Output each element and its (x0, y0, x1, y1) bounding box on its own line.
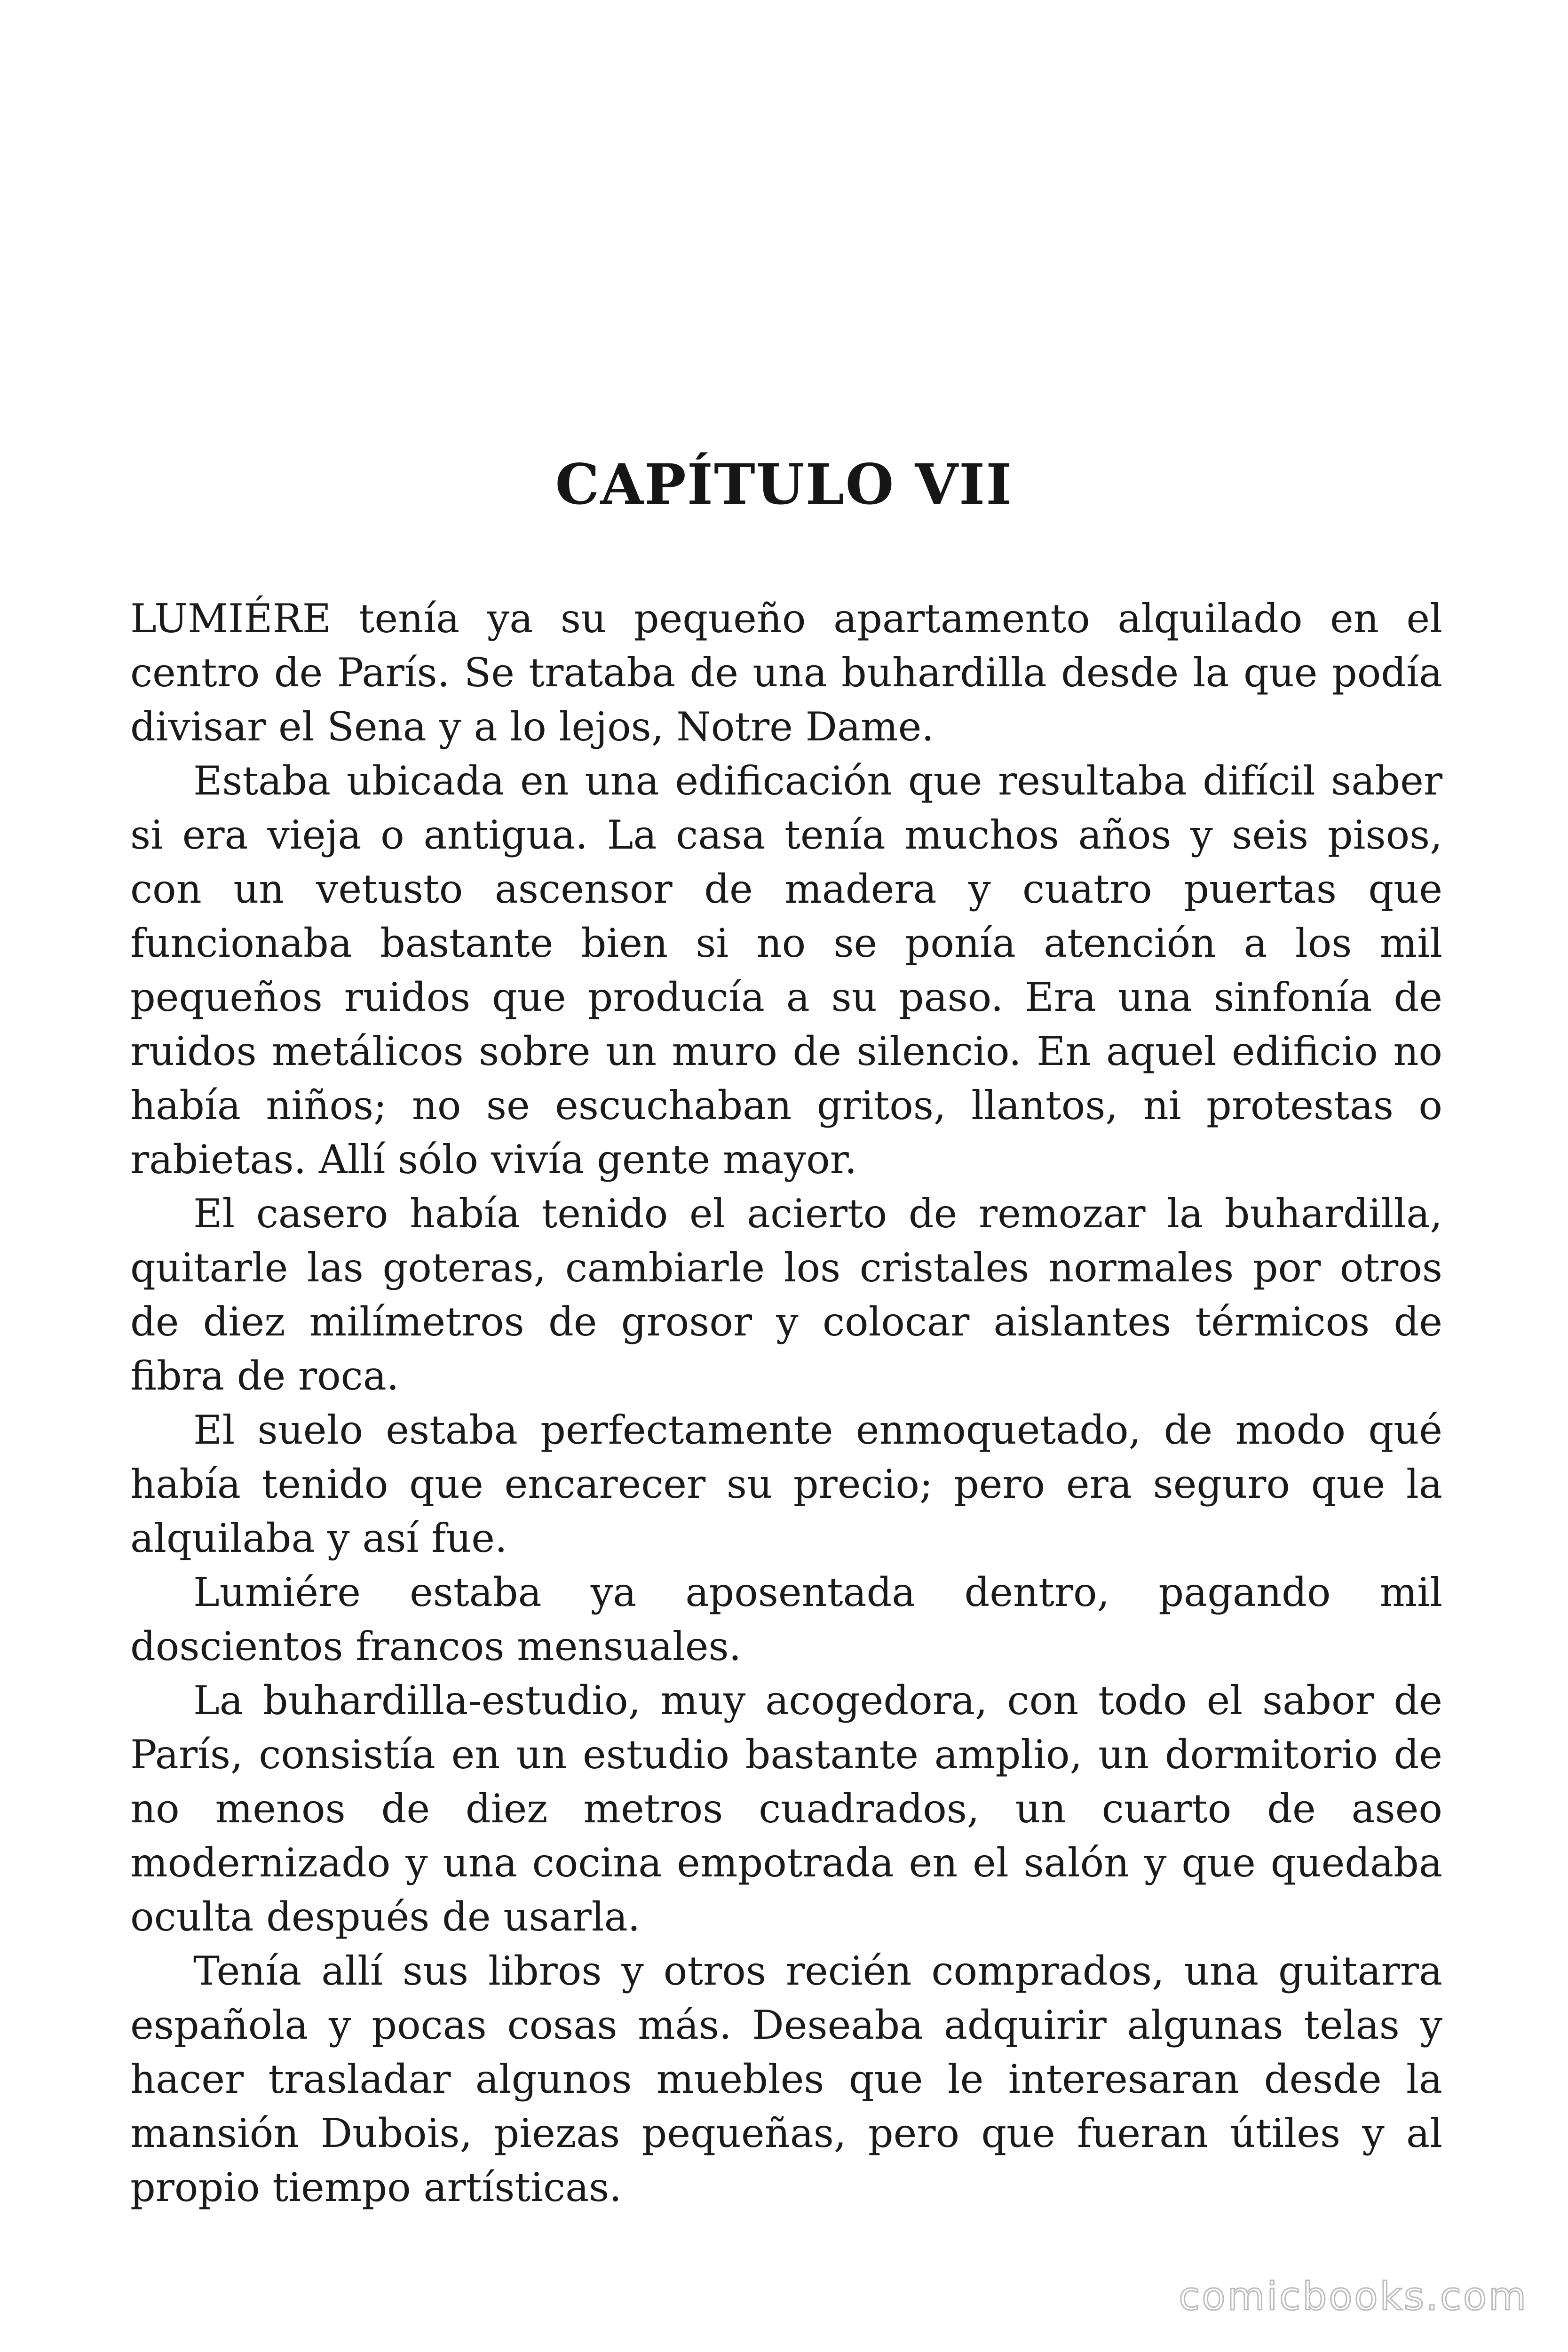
paragraph-3: El casero había tenido el acierto de remozar la buhardilla, quitarle las goteras, cambiarle los cristales normales por otros de diez milímetros de grosor y colocar aislantes térmicos de fibra de roca. (130, 1191, 1442, 1399)
paragraph-2: Estaba ubicada en una edificación que resultaba difícil saber si era vieja o antigua. La casa tenía muchos años y seis pisos, con un vetusto ascensor de madera y cuatro puertas que funcionaba bastante bien si no se ponía atención a los mil pequeños ruidos que producía a su paso. Era una sinfonía de ruidos metálicos sobre un muro de silencio. En aquel edificio no había niños; no se escuchaban gritos, llantos, ni protestas o rabietas. Allí sólo vivía gente mayor. (130, 758, 1442, 1183)
paragraph-4: El suelo estaba perfectamente enmoquetado, de modo qué había tenido que encarecer su precio; pero era seguro que la alquilaba y así fue. (130, 1407, 1442, 1561)
paragraph-5: Lumiére estaba ya aposentada dentro, pagando mil doscientos francos mensuales. (130, 1569, 1442, 1669)
chapter-title: CAPÍTULO VII (555, 452, 1013, 517)
chapter-body (130, 592, 1442, 2215)
paragraph-7: Tenía allí sus libros y otros recién comprados, una guitarra española y pocas cosas más. Deseaba adquirir algunas telas y hacer trasladar algunos muebles que le interesaran desde la mansión Dubois, piezas pequeñas, pero que fueran útiles y al propio tiempo artísticas. (130, 1948, 1442, 2210)
watermark: comicbooks.com (1179, 2274, 1528, 2319)
paragraph-6: La buhardilla-estudio, muy acogedora, con todo el sabor de París, consistía en un estudio bastante amplio, un dormitorio de no menos de diez metros cuadrados, un cuarto de aseo modernizado y una cocina empotrada en el salón y que quedaba oculta después de usarla. (130, 1677, 1442, 1940)
paragraph-1: LUMIÉRE tenía ya su pequeño apartamento alquilado en el centro de París. Se trataba de una buhardilla desde la que podía divisar el Sena y a lo lejos, Notre Dame. (130, 596, 1442, 750)
